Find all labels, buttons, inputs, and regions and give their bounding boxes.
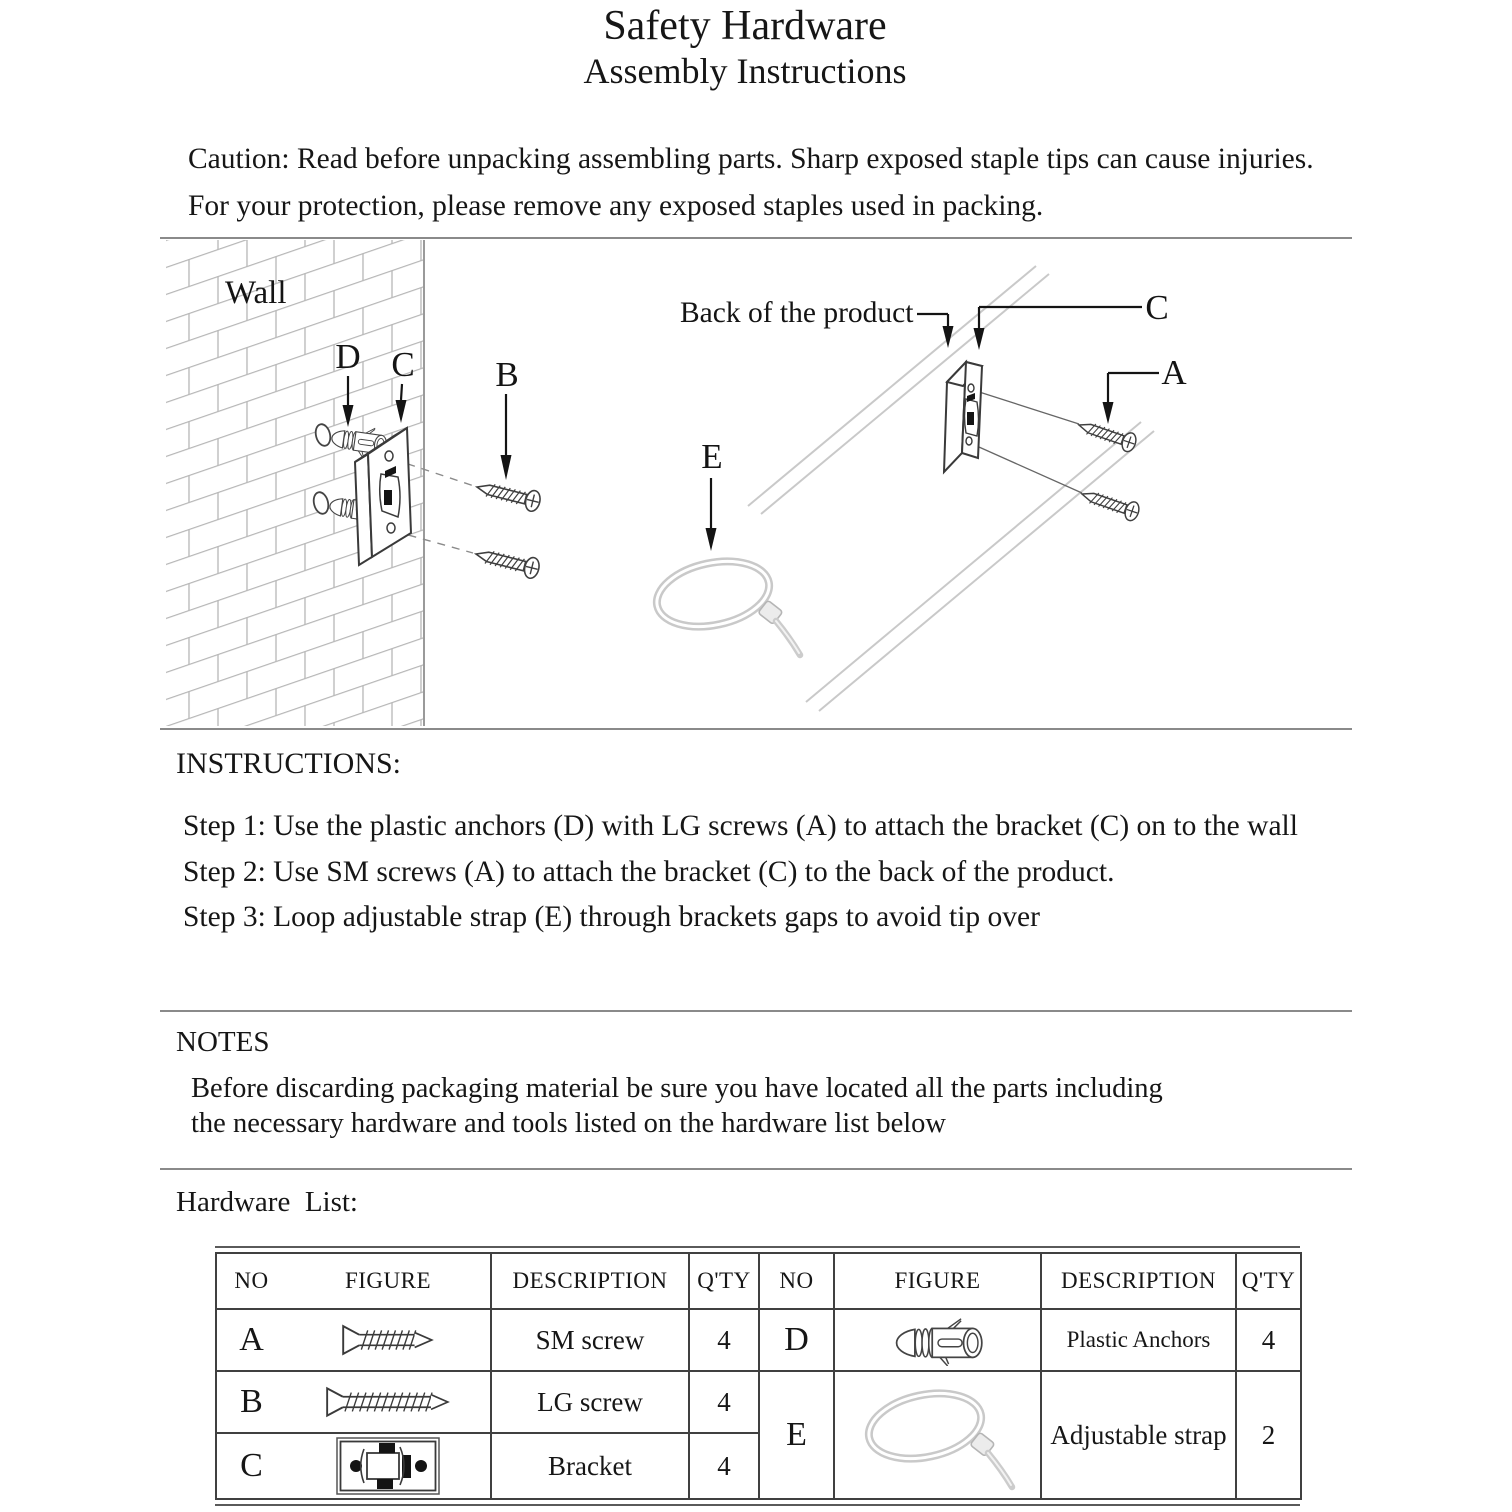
header-qty-left: Q'TY <box>689 1253 759 1309</box>
header-description-right: DESCRIPTION <box>1041 1253 1236 1309</box>
hardware-list-heading: Hardware List: <box>176 1186 358 1218</box>
lg-screw-icon <box>473 477 542 580</box>
row-a-qty: 4 <box>689 1309 759 1371</box>
notes-line-1: Before discarding packaging material be sure you have located all the parts including <box>191 1073 1163 1104</box>
instructions-heading: INSTRUCTIONS: <box>176 747 402 780</box>
bracket-icon <box>944 362 982 472</box>
row-b-qty: 4 <box>689 1371 759 1433</box>
row-e-no: E <box>759 1371 834 1499</box>
header-description-left: DESCRIPTION <box>491 1253 689 1309</box>
row-a-description: SM screw <box>491 1309 689 1371</box>
row-d-description: Plastic Anchors <box>1041 1309 1236 1371</box>
row-c-description: Bracket <box>491 1433 689 1499</box>
label-d: D <box>335 337 361 376</box>
back-of-product-label: Back of the product <box>680 297 914 329</box>
header-qty-right: Q'TY <box>1236 1253 1301 1309</box>
notes-line-2: the necessary hardware and tools listed on the hardware list below <box>191 1108 946 1139</box>
step-1: Step 1: Use the plastic anchors (D) with LG screws (A) to attach the bracket (C) on to the wall <box>183 810 1298 842</box>
row-b-description: LG screw <box>491 1371 689 1433</box>
wall-label: Wall <box>225 275 287 311</box>
page-subtitle: Assembly Instructions <box>583 51 907 91</box>
header-figure-right: FIGURE <box>834 1253 1041 1309</box>
cable-tie-icon <box>651 552 800 655</box>
row-c-qty: 4 <box>689 1433 759 1499</box>
table-row-a-d <box>216 1309 1301 1371</box>
header-no-left: NO <box>216 1253 286 1309</box>
row-e-qty: 2 <box>1236 1371 1301 1499</box>
table-header-row <box>216 1253 1301 1309</box>
bracket-figure <box>286 1433 491 1499</box>
notes-heading: NOTES <box>176 1026 270 1058</box>
row-d-qty: 4 <box>1236 1309 1301 1371</box>
row-c-no: C <box>216 1433 286 1499</box>
label-e: E <box>701 437 723 476</box>
caution-line-1: Caution: Read before unpacking assembling parts. Sharp exposed staple tips can cause injuries. <box>188 143 1314 175</box>
cable-tie-figure <box>834 1371 1041 1499</box>
label-c-left: C <box>391 345 415 384</box>
header-figure-left: FIGURE <box>286 1253 491 1309</box>
label-a: A <box>1161 353 1187 392</box>
row-b-no: B <box>216 1371 286 1433</box>
plastic-anchor-figure <box>834 1309 1041 1371</box>
row-e-description: Adjustable strap <box>1041 1371 1236 1499</box>
hardware-list-table <box>215 1246 1300 1506</box>
header-no-right: NO <box>759 1253 834 1309</box>
label-c-right: C <box>1145 288 1169 327</box>
table-row-b-e <box>216 1371 1301 1433</box>
row-a-no: A <box>216 1309 286 1371</box>
lg-screw-figure <box>286 1371 491 1433</box>
label-b: B <box>495 355 519 394</box>
screw-leader-lines <box>970 390 1082 493</box>
page-title: Safety Hardware <box>603 3 887 49</box>
step-2: Step 2: Use SM screws (A) to attach the bracket (C) to the back of the product. <box>183 855 1115 888</box>
caution-line-2: For your protection, please remove any exposed staples used in packing. <box>188 190 1044 222</box>
sm-screw-figure <box>286 1309 491 1371</box>
step-3: Step 3: Loop adjustable strap (E) through brackets gaps to avoid tip over <box>183 901 1040 933</box>
row-d-no: D <box>759 1309 834 1371</box>
